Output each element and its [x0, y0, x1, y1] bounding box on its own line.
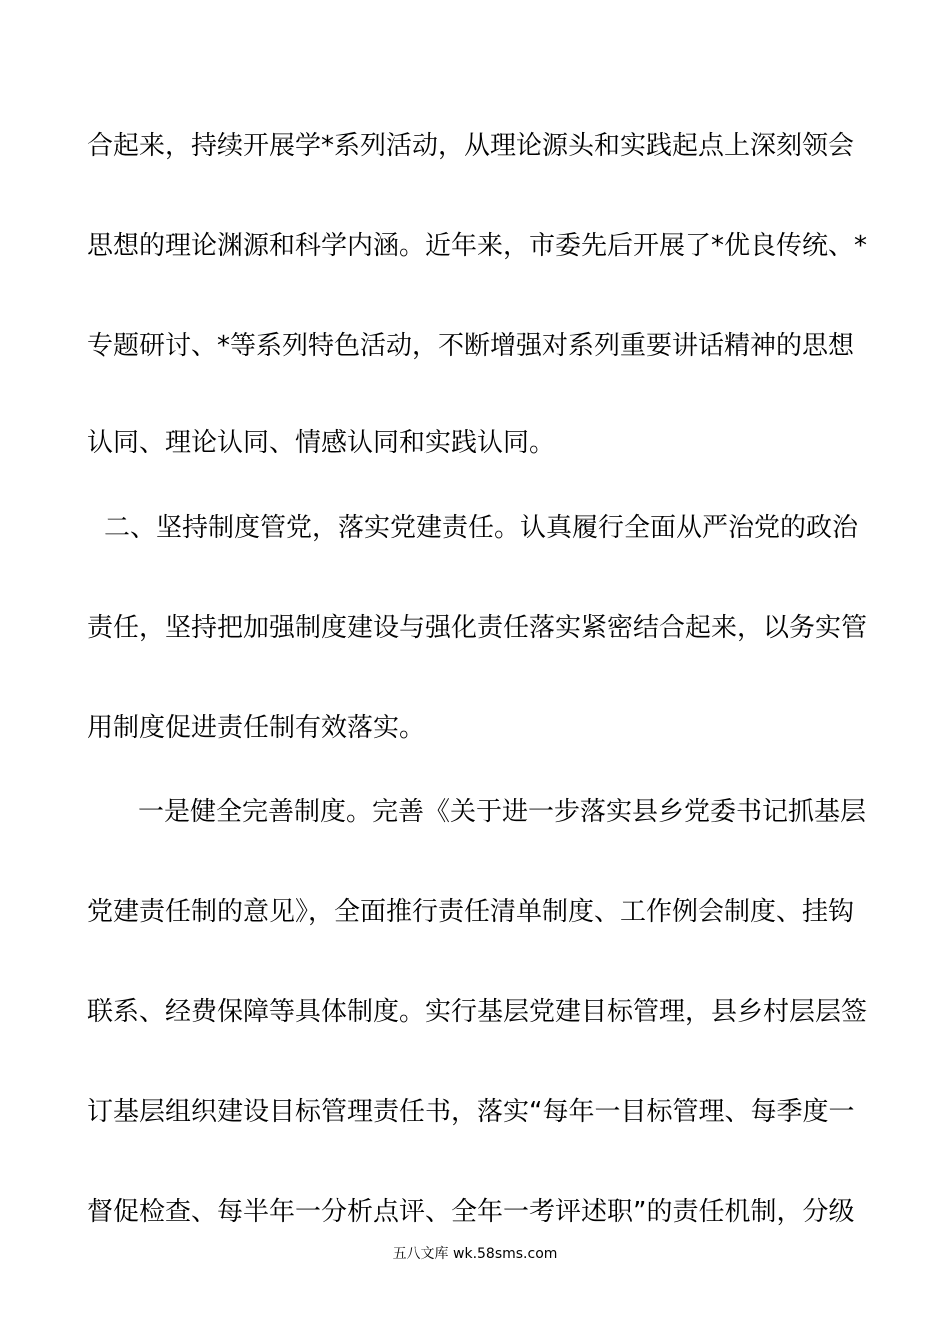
- section-heading-line: 二、坚持制度管党，落实党建责任。认真履行全面从严治党的政治: [104, 513, 859, 543]
- body-text-line: 专题研讨、*等系列特色活动，不断增强对系列重要讲话精神的思想: [87, 331, 855, 361]
- body-text-line: 联系、经费保障等具体制度。实行基层党建目标管理，县乡村层层签: [87, 997, 868, 1027]
- body-text-line: 订基层组织建设目标管理责任书，落实“每年一目标管理、每季度一: [87, 1097, 855, 1127]
- body-text-line: 思想的理论渊源和科学内涵。近年来，市委先后开展了*优良传统、*: [87, 231, 868, 261]
- body-text-line: 督促检查、每半年一分析点评、全年一考评述职”的责任机制，分级: [87, 1197, 855, 1227]
- body-text-line: 党建责任制的意见》，全面推行责任清单制度、工作例会制度、挂钩: [87, 897, 855, 927]
- body-text-line: 合起来，持续开展学*系列活动，从理论源头和实践起点上深刻领会: [87, 131, 855, 161]
- body-text-line: 认同、理论认同、情感认同和实践认同。: [87, 428, 556, 458]
- subsection-line: 一是健全完善制度。完善《关于进一步落实县乡党委书记抓基层: [138, 797, 867, 827]
- body-text-line: 用制度促进责任制有效落实。: [87, 713, 426, 743]
- footer-watermark: 五八文库 wk.58sms.com: [392, 1246, 558, 1262]
- body-text-line: 责任，坚持把加强制度建设与强化责任落实紧密结合起来，以务实管: [87, 613, 868, 643]
